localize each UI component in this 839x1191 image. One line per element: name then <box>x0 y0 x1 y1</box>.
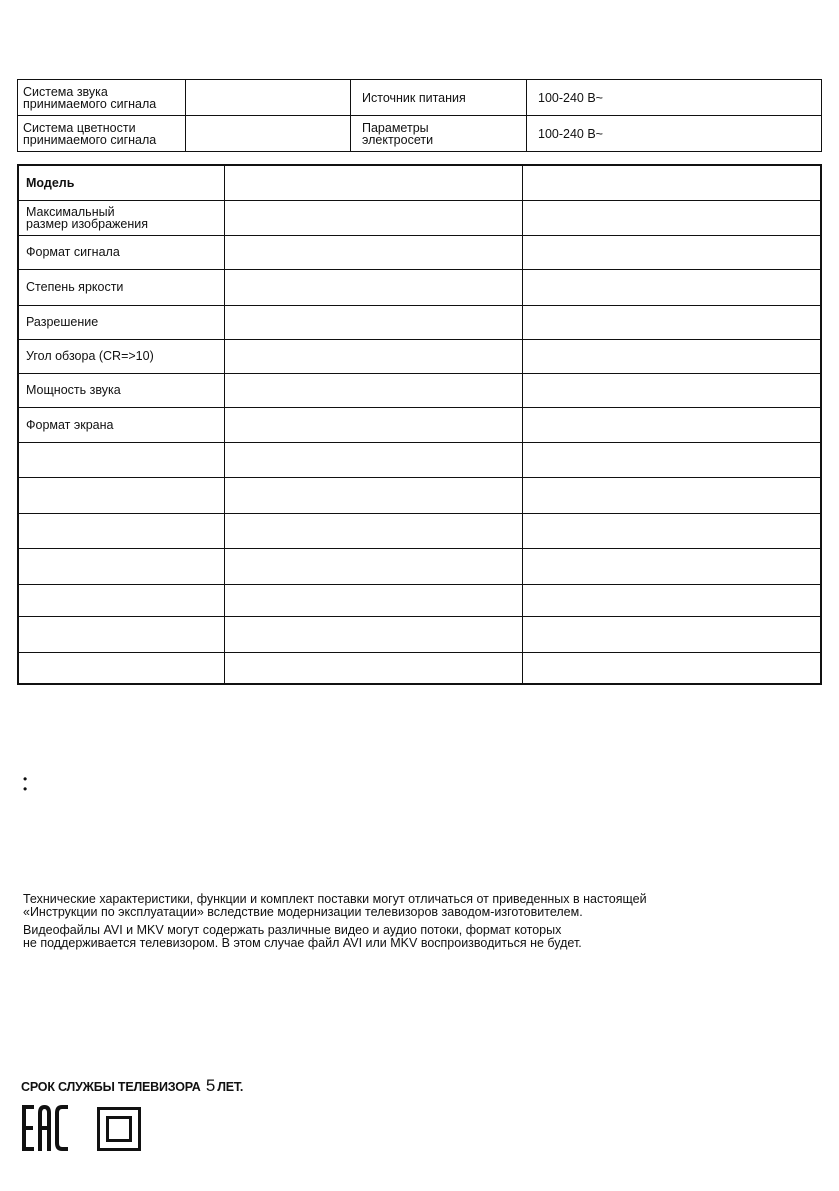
spec-row <box>18 339 821 373</box>
spec-value-1 <box>225 373 523 407</box>
power-row-value <box>186 80 351 116</box>
power-row-value <box>186 116 351 152</box>
spec-row <box>18 200 821 235</box>
spec-value-2 <box>523 477 822 513</box>
notes <box>23 893 783 955</box>
spec-label: Разрешение <box>18 305 225 339</box>
spec-label <box>18 477 225 513</box>
spec-row <box>18 548 821 584</box>
spec-value-2 <box>523 165 822 200</box>
spec-value-1 <box>225 269 523 305</box>
spec-value-1 <box>225 477 523 513</box>
spec-row <box>18 235 821 269</box>
spec-label: Угол обзора (CR=>10) <box>18 339 225 373</box>
spec-label: Степень яркости <box>18 269 225 305</box>
power-row-param: Источник питания <box>351 80 527 116</box>
spec-value-1 <box>225 584 523 616</box>
power-row <box>18 116 822 152</box>
spec-row <box>18 305 821 339</box>
eac-mark-icon <box>21 1104 71 1152</box>
spec-value-2 <box>523 616 822 652</box>
note-video-formats: Видеофайлы AVI и MKV могут содержать различные видео и аудио потоки, формат которых не поддерживается телевизором. В этом случае файл AVI или MKV воспроизводиться не будет. <box>23 923 582 950</box>
spec-row <box>18 269 821 305</box>
spec-value-2 <box>523 235 822 269</box>
spec-value-1 <box>225 165 523 200</box>
bullet: • <box>23 782 28 796</box>
spec-value-1 <box>225 235 523 269</box>
spec-row <box>18 407 821 442</box>
spec-label <box>18 616 225 652</box>
bullet-list <box>23 774 27 794</box>
power-row-param-value: 100-240 В~ <box>527 80 822 116</box>
spec-value-1 <box>225 407 523 442</box>
spec-value-1 <box>225 616 523 652</box>
spec-row <box>18 652 821 684</box>
spec-value-2 <box>523 269 822 305</box>
spec-value-1 <box>225 513 523 548</box>
spec-label <box>18 584 225 616</box>
spec-value-1 <box>225 305 523 339</box>
spec-label: Модель <box>18 165 225 200</box>
note-specifications: Технические характеристики, функции и комплект поставки могут отличаться от приведенных в настоящей «Инструкции по эксплуатации» вследствие модернизации телевизоров заводом-изготовителем. <box>23 892 647 919</box>
spec-row <box>18 477 821 513</box>
spec-row <box>18 165 821 200</box>
double-insulation-icon <box>97 1107 141 1151</box>
spec-label: Формат сигнала <box>18 235 225 269</box>
power-row-param: Параметры электросети <box>351 116 527 152</box>
spec-value-2 <box>523 548 822 584</box>
spec-value-2 <box>523 442 822 477</box>
spec-value-2 <box>523 652 822 684</box>
spec-value-1 <box>225 339 523 373</box>
spec-table <box>17 164 822 685</box>
bullet: • <box>23 772 28 786</box>
spec-value-2 <box>523 584 822 616</box>
spec-label <box>18 513 225 548</box>
service-life: СРОК СЛУЖБЫ ТЕЛЕВИЗОРА 5 ЛЕТ. <box>21 1076 244 1095</box>
power-table <box>17 79 822 152</box>
spec-row <box>18 584 821 616</box>
spec-label <box>18 548 225 584</box>
spec-value-2 <box>523 339 822 373</box>
spec-value-1 <box>225 548 523 584</box>
spec-row <box>18 616 821 652</box>
spec-value-1 <box>225 652 523 684</box>
spec-label: Мощность звука <box>18 373 225 407</box>
power-row-param-value: 100-240 В~ <box>527 116 822 152</box>
spec-value-2 <box>523 373 822 407</box>
spec-value-2 <box>523 513 822 548</box>
spec-value-1 <box>225 200 523 235</box>
spec-label <box>18 652 225 684</box>
power-row-label: Система звука принимаемого сигнала <box>18 80 186 116</box>
spec-value-1 <box>225 442 523 477</box>
spec-label: Максимальный размер изображения <box>18 200 225 235</box>
power-row <box>18 80 822 116</box>
spec-row <box>18 442 821 477</box>
spec-row <box>18 513 821 548</box>
spec-value-2 <box>523 305 822 339</box>
spec-value-2 <box>523 200 822 235</box>
power-row-label: Система цветности принимаемого сигнала <box>18 116 186 152</box>
spec-value-2 <box>523 407 822 442</box>
spec-label <box>18 442 225 477</box>
spec-row <box>18 373 821 407</box>
spec-label: Формат экрана <box>18 407 225 442</box>
